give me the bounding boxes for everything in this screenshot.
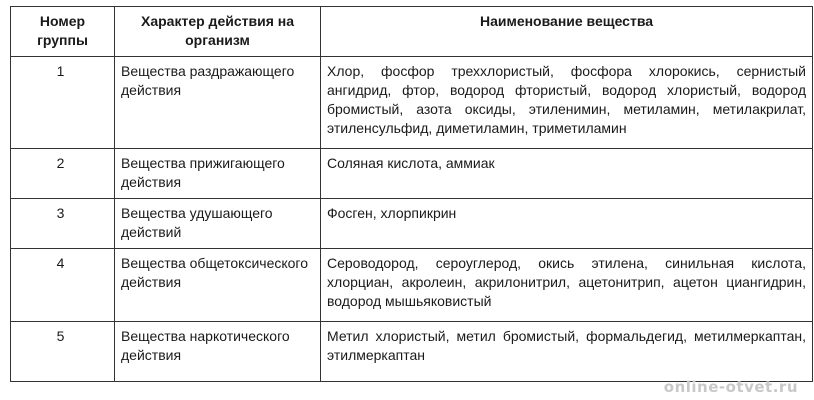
group-number-cell: 1 (11, 57, 115, 149)
table-row (11, 322, 813, 382)
table-body (11, 57, 813, 382)
header-row (11, 7, 813, 57)
header-group-number: Номер группы (11, 7, 115, 57)
header-effect-nature: Характер действия на организм (115, 7, 321, 57)
effect-cell: Вещества наркотического действия (115, 322, 321, 382)
substances-cell: Фосген, хлорпикрин (321, 199, 813, 249)
table-row (11, 149, 813, 199)
group-number-cell: 4 (11, 249, 115, 322)
table-header (11, 7, 813, 57)
effect-cell: Вещества удушающего действий (115, 199, 321, 249)
table-row (11, 249, 813, 322)
effect-cell: Вещества прижигающего действия (115, 149, 321, 199)
group-number-cell: 3 (11, 199, 115, 249)
group-number-cell: 5 (11, 322, 115, 382)
substances-cell: Сероводород, сероуглерод, окись этилена, синильная кислота, хлорциан, акролеин, акрилонитрил, ацетонитрип, ацетон циангидрин, водород мышьяковистый (321, 249, 813, 322)
substances-table (10, 6, 813, 382)
watermark: online-otvet.ru (663, 378, 798, 396)
substances-cell: Хлор, фосфор треххлористый, фосфора хлорокись, сернистый ангидрид, фтор, водород фтористый, водород хлористый, водород бромистый, азота оксиды, этиленимин, метиламин, метилакрилат, этиленсульфид, диметиламин, триметиламин (321, 57, 813, 149)
table-row (11, 199, 813, 249)
table-row (11, 57, 813, 149)
substances-table-container (10, 6, 812, 382)
group-number-cell: 2 (11, 149, 115, 199)
effect-cell: Вещества раздражающего действия (115, 57, 321, 149)
substances-cell: Соляная кислота, аммиак (321, 149, 813, 199)
effect-cell: Вещества общетоксического действия (115, 249, 321, 322)
substances-cell: Метил хлористый, метил бромистый, формальдегид, метилмеркаптан, этилмеркаптан (321, 322, 813, 382)
header-substance-name: Наименование вещества (321, 7, 813, 57)
